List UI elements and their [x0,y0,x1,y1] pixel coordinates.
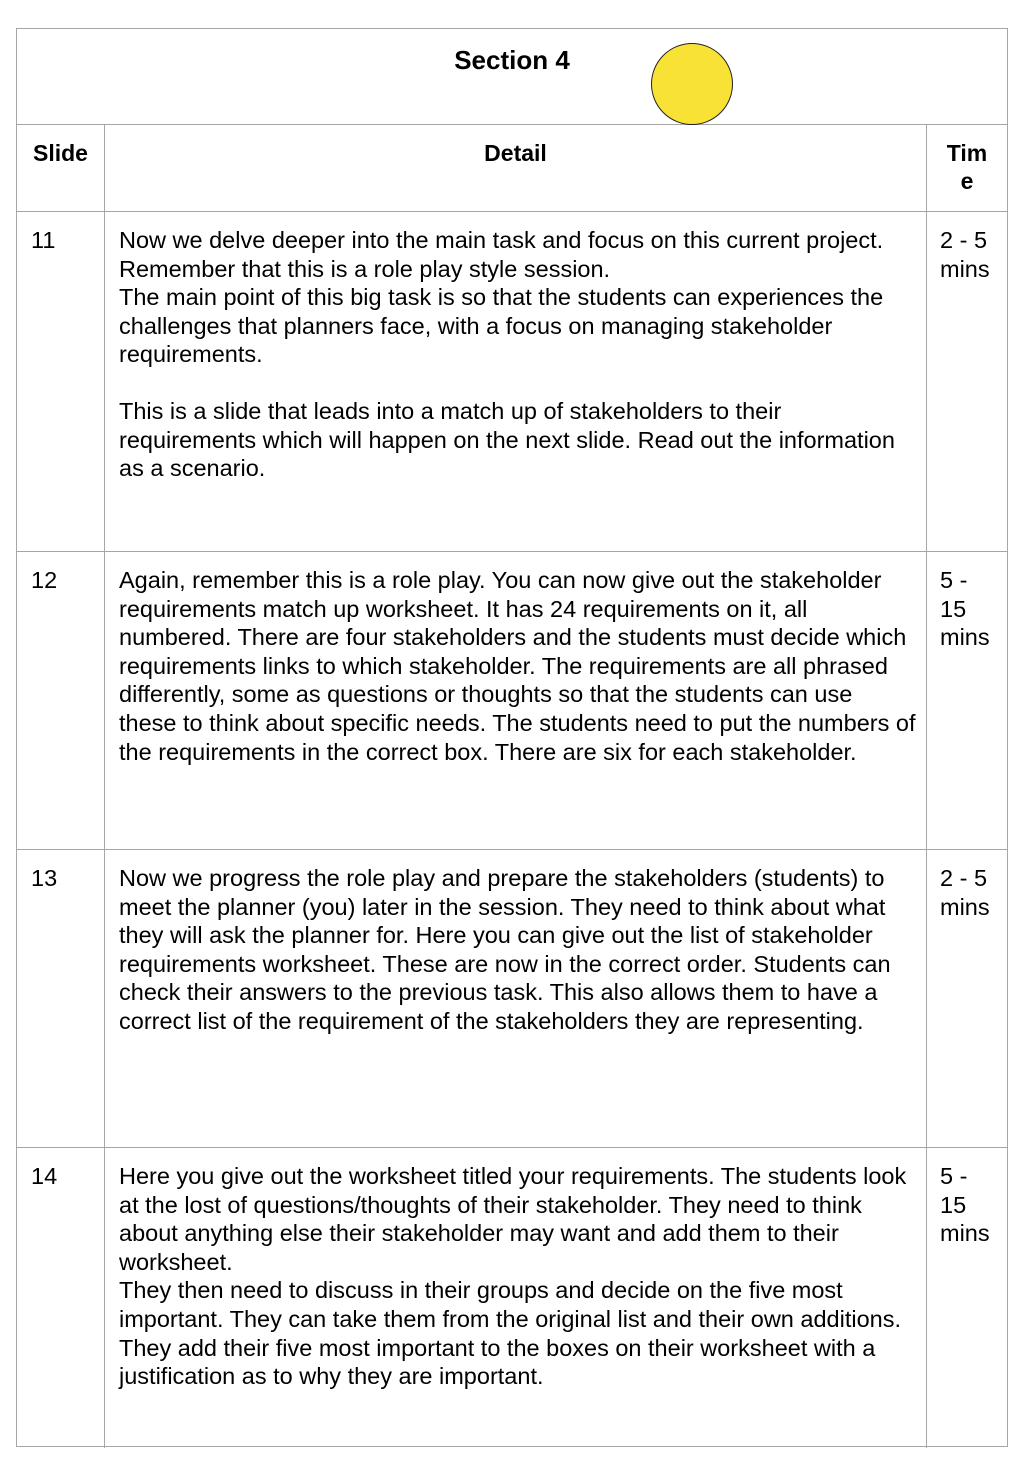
detail-cell [105,212,927,551]
time-text: 5 - 15 mins [940,1163,990,1247]
time-cell [927,212,1007,551]
detail-cell [105,850,927,1147]
detail-text: Again, remember this is a role play. You can now give out the stakeholder requirements match up worksheet. It has 24 requirements on it, all numbered. There are four stakeholders and the students must decide which requirements links to which stakeholder. The requirements are all phrased differently, some as questions or thoughts so that the students can use these to think about specific needs. The students need to put the numbers of the requirements in the correct box. There are six for each stakeholder. [119,567,916,765]
time-cell [927,850,1007,1147]
table-row [17,212,1007,552]
header-time: Tim e [946,140,988,194]
header-detail: Detail [484,140,547,166]
slide-number: 12 [31,567,58,593]
header-row [17,125,1007,212]
slide-cell [17,212,105,551]
slide-cell [17,1148,105,1448]
slide-number: 11 [31,227,56,253]
table-row [17,552,1007,850]
detail-text: Now we progress the role play and prepare the stakeholders (students) to meet the planner (you) later in the session. They need to think about what they will ask the planner for. Here you can give out the list of stakeholder requirements worksheet. These are now in the correct order. Students can check their answers to the previous task. This also allows them to have a correct list of the requirement of the stakeholders they are representing. [119,865,891,1034]
section-title: Section 4 [454,45,570,75]
slide-cell [17,850,105,1147]
sun-circle-icon [651,43,733,125]
header-slide: Slide [33,140,88,166]
time-text: 2 - 5 mins [940,865,990,920]
table-row [17,850,1007,1148]
time-text: 2 - 5 mins [940,227,990,282]
detail-cell [105,552,927,849]
slide-number: 13 [31,865,58,891]
detail-text: Now we delve deeper into the main task and focus on this current project. Remember that this is a role play style session. The main point of this big task is so that the students can experiences the challenges that planners face, with a focus on managing stakeholder requirements. [119,227,884,368]
header-cell-detail [105,125,927,211]
header-cell-slide [17,125,105,211]
section-title-row [17,29,1007,125]
time-cell [927,552,1007,849]
time-cell [927,1148,1007,1448]
table-row [17,1148,1007,1448]
lesson-plan-table [16,28,1008,1447]
slide-number: 14 [31,1163,58,1189]
time-text: 5 - 15 mins [940,567,990,651]
detail-cell [105,1148,927,1448]
slide-cell [17,552,105,849]
detail-text: Here you give out the worksheet titled your requirements. The students look at the lost of questions/thoughts of their stakeholder. They need to think about anything else their stakeholder may want and add them to their worksheet. They then need to discuss in their groups and decide on the five most important. They can take them from the original list and their own additions. They add their five most important to the boxes on their worksheet with a justification as to why they are important. [119,1163,907,1390]
detail-text-secondary: This is a slide that leads into a match up of stakeholders to their requirements which will happen on the next slide. Read out the information as a scenario. [119,397,895,482]
header-cell-time [927,125,1007,211]
